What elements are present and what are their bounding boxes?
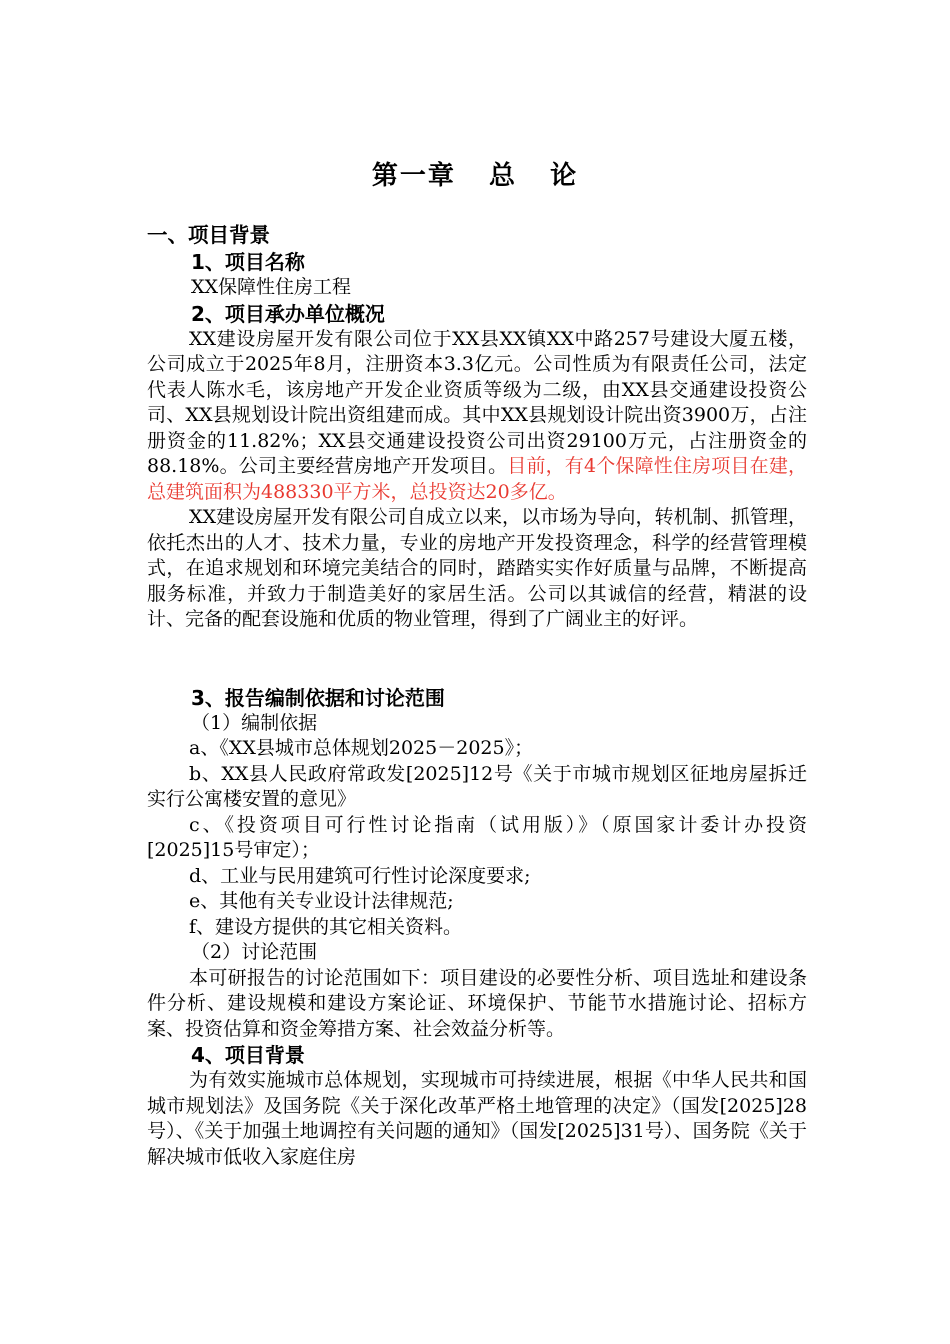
basis-item: f、建设方提供的其它相关资料。 (189, 915, 463, 938)
basis-heading: （1）编制依据 (191, 711, 318, 734)
project-name-text: XX保障性住房工程 (191, 276, 352, 298)
basis-item: e、其他有关专业设计法律规范; (189, 890, 454, 912)
spacer (147, 633, 807, 685)
subsection-heading-project-background: 4、项目背景 (191, 1043, 305, 1067)
subsection-heading-company-overview: 2、项目承办单位概况 (191, 301, 385, 326)
section-heading-background: 一、项目背景 (147, 223, 270, 247)
scope-paragraph: 本可研报告的讨论范围如下：项目建设的必要性分析、项目选址和建设条件分析、建设规模和建设方案论证、环境保护、节能节水措施讨论、招标方案、投资估算和资金筹措方案、社会效益分析等。 (147, 966, 807, 1040)
scope-heading: （2）讨论范围 (191, 941, 318, 963)
basis-item: c、《投资项目可行性讨论指南（试用版）》（原国家计委计办投资[2025]15号审定）； (147, 813, 807, 861)
highlighted-projects-text: 目前，有4个保障性住房项目在建，总建筑面积为488330平方米，总投资达20多亿。 (147, 455, 807, 503)
basis-item: a、《XX县城市总体规划2025－2025》； (189, 737, 534, 759)
chapter-title: 第一章 总 论 (371, 161, 579, 191)
document-body (147, 222, 807, 1170)
basis-item: b、XX县人民政府常政发[2025]12号《关于市城市规划区征地房屋拆迁实行公寓楼安置的意见》 (147, 762, 807, 810)
basis-item: d、工业与民用建筑可行性讨论深度要求; (189, 864, 531, 887)
subsection-heading-report-basis: 3、报告编制依据和讨论范围 (191, 685, 445, 710)
company-profile-paragraph: XX建设房屋开发有限公司自成立以来，以市场为导向，转机制、抓管理，依托杰出的人才、技术力量，专业的房地产开发投资理念，科学的经营管理模式，在追求规划和环境完美结合的同时，踏踏实实作好质量与品牌，不断提高服务标准，并致力于制造美好的家居生活。公司以其诚信的经营，精湛的设计、完备的配套设施和优质的物业管理，得到了广阔业主的好评。 (147, 506, 807, 630)
subsection-heading-project-name: 1、项目名称 (191, 250, 305, 274)
company-overview-paragraph (147, 327, 807, 506)
project-background-paragraph: 为有效实施城市总体规划，实现城市可持续进展，根据《中华人民共和国城市规划法》及国务院《关于深化改革严格土地管理的决定》（国发[2025]28号）、《关于加强土地调控有关问题的通知》（国发[2025]31号）、国务院《关于解决城市低收入家庭住房 (147, 1069, 807, 1168)
company-overview-text: XX建设房屋开发有限公司位于XX县XX镇XX中路257号建设大厦五楼，公司成立于2025年8月，注册资本3.3亿元。公司性质为有限责任公司，法定代表人陈水毛，该房地产开发企业资质等级为二级，由XX县交通建设投资公司、XX县规划设计院出资组建而成。其中XX县规划设计院出资3900万，占注册资金的11.82%；XX县交通建设投资公司出资29100万元，占注册资金的88.18%。公司主要经营房地产开发项目。 (147, 327, 807, 477)
